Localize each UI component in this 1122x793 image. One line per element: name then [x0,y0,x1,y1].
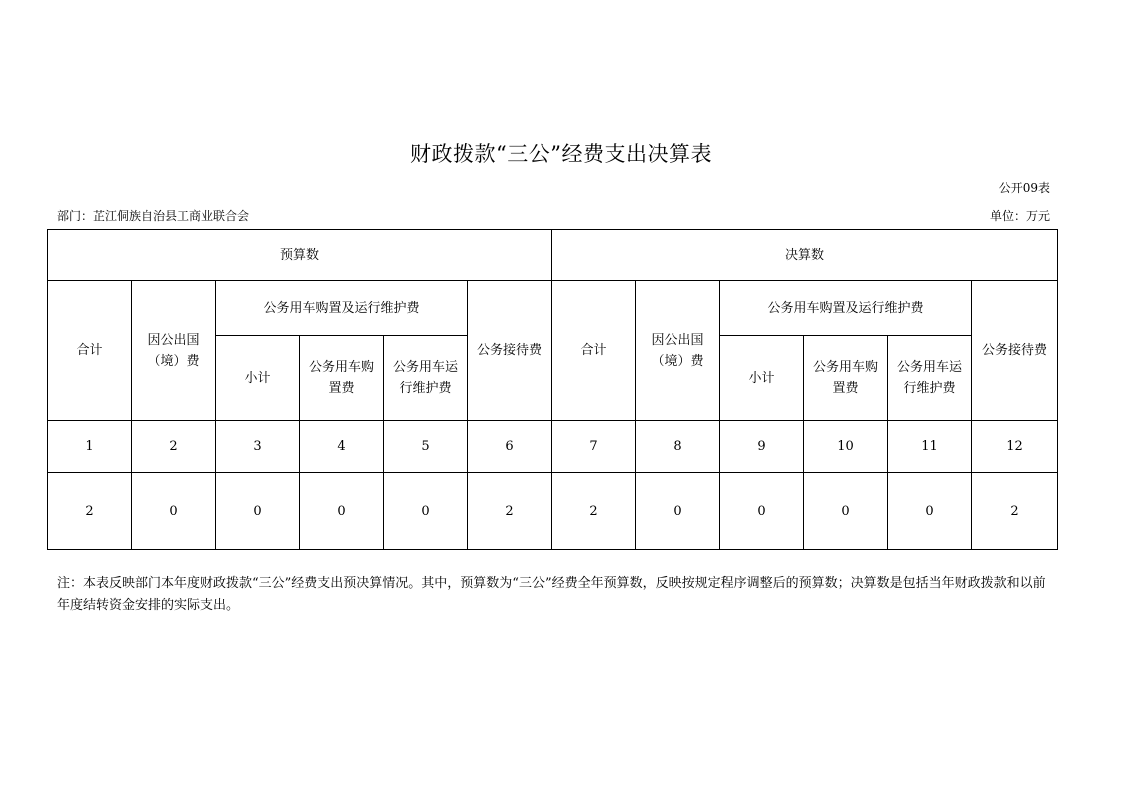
budget-vehicle-maintenance-header: 公务用车运行维护费 [384,336,468,421]
form-number: 公开09表 [998,181,1050,195]
budget-header: 预算数 [48,230,552,281]
index-cell: 9 [720,421,804,473]
value-cell: 0 [300,473,384,550]
unit-label: 单位：万元 [989,209,1050,223]
final-vehicle-header: 公务用车购置及运行维护费 [720,281,972,336]
budget-total-header: 合计 [48,281,132,421]
department-label: 部门：芷江侗族自治县工商业联合会 [57,209,250,223]
value-row [48,473,1058,550]
value-cell: 0 [804,473,888,550]
index-cell: 12 [972,421,1058,473]
value-cell: 0 [636,473,720,550]
value-cell: 2 [972,473,1058,550]
value-cell: 0 [384,473,468,550]
final-vehicle-maintenance-header: 公务用车运行维护费 [888,336,972,421]
value-cell: 2 [468,473,552,550]
budget-vehicle-purchase-header: 公务用车购置费 [300,336,384,421]
index-cell: 4 [300,421,384,473]
value-cell: 0 [888,473,972,550]
final-reception-header: 公务接待费 [972,281,1058,421]
value-cell: 2 [552,473,636,550]
budget-abroad-header: 因公出国（境）费 [132,281,216,421]
index-cell: 8 [636,421,720,473]
expense-table [47,229,1058,550]
final-abroad-header: 因公出国（境）费 [636,281,720,421]
final-vehicle-purchase-header: 公务用车购置费 [804,336,888,421]
index-cell: 2 [132,421,216,473]
index-cell: 7 [552,421,636,473]
final-subtotal-header: 小计 [720,336,804,421]
index-cell: 6 [468,421,552,473]
page-title: 财政拨款“三公”经费支出决算表 [410,142,712,166]
budget-vehicle-header: 公务用车购置及运行维护费 [216,281,468,336]
final-total-header: 合计 [552,281,636,421]
value-cell: 2 [48,473,132,550]
index-cell: 11 [888,421,972,473]
index-cell: 1 [48,421,132,473]
index-row [48,421,1058,473]
value-cell: 0 [132,473,216,550]
final-header: 决算数 [552,230,1058,281]
value-cell: 0 [720,473,804,550]
index-cell: 3 [216,421,300,473]
footnote: 注：本表反映部门本年度财政拨款“三公”经费支出预决算情况。其中，预算数为“三公”经费全年预算数，反映按规定程序调整后的预算数；决算数是包括当年财政拨款和以前年度结转资金安排的实际支出。 [57,576,1046,613]
index-cell: 5 [384,421,468,473]
budget-subtotal-header: 小计 [216,336,300,421]
value-cell: 0 [216,473,300,550]
budget-reception-header: 公务接待费 [468,281,552,421]
index-cell: 10 [804,421,888,473]
